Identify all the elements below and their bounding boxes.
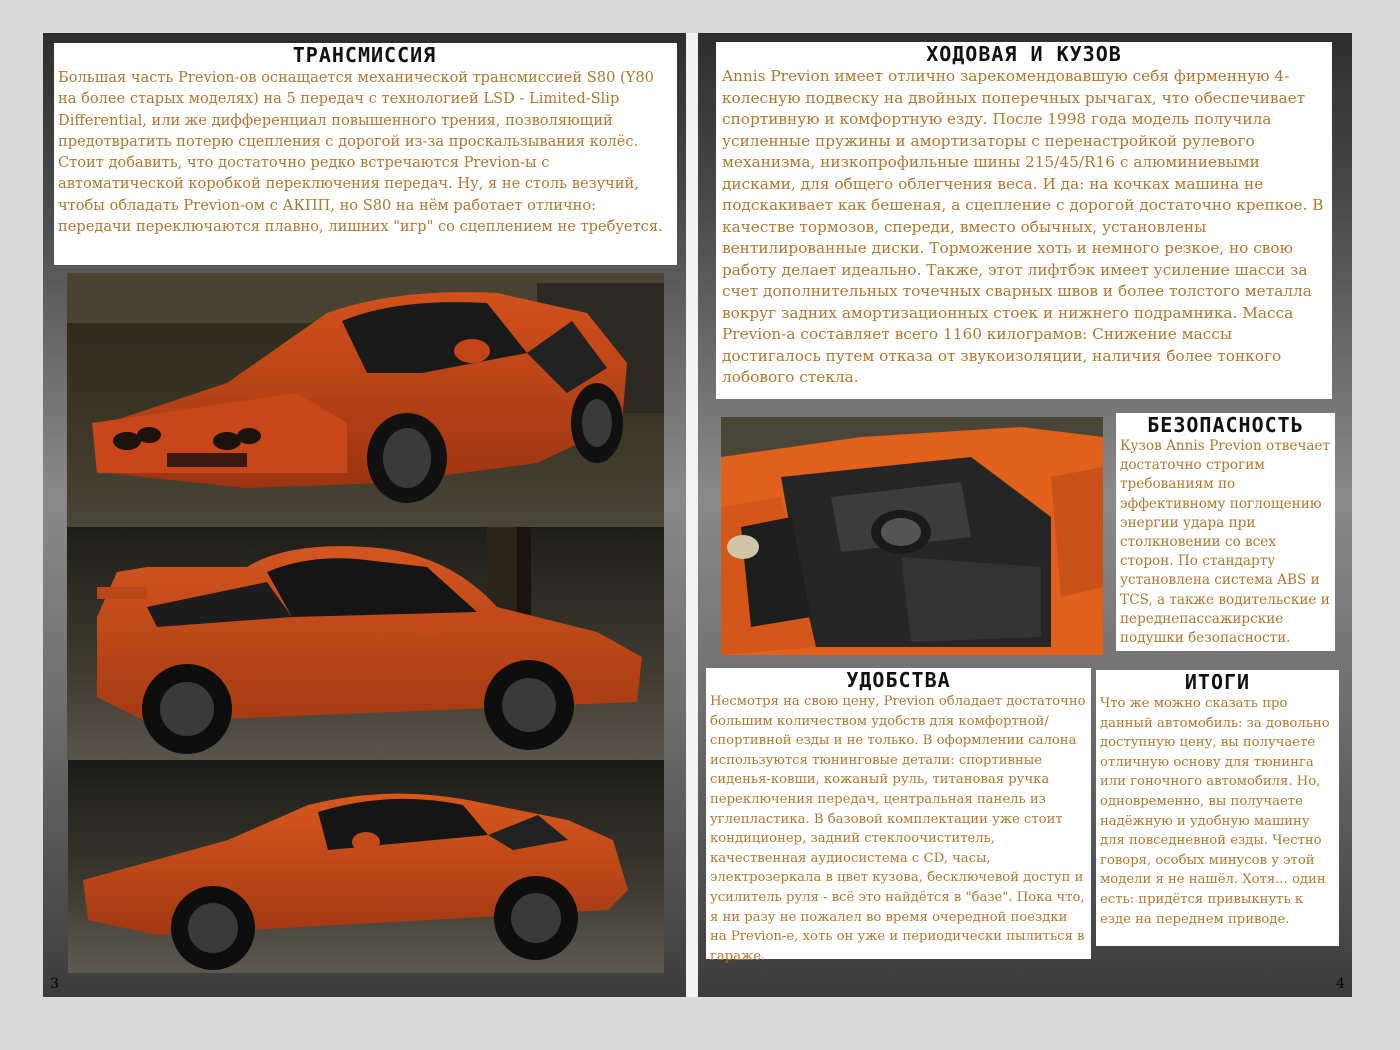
safety-text: Кузов Annis Previon отвечает достаточно строгим требованиям по эффективному поглощению энергии удара при столкновении со всех сторон. По стандарту установлена система ABS и TCS, а также водительские и переднепассажирские подушки безопасности.	[1120, 438, 1331, 647]
car-photo-side	[67, 527, 664, 760]
page-number-left: 3	[50, 976, 59, 992]
summary-section	[1096, 670, 1339, 946]
chassis-title: ХОДОВАЯ И КУЗОВ	[926, 42, 1122, 66]
transmission-title: ТРАНСМИССИЯ	[292, 43, 437, 67]
car-photo-interior	[721, 417, 1103, 655]
chassis-section	[716, 42, 1332, 399]
chassis-text: Annis Previon имеет отлично зарекомендовавшую себя фирменную 4-колесную подвеску на двойных поперечных рычагах, что обеспечивает спортивную и комфортную езду. После 1998 года модель получила усиленные пружины и амортизаторы с перенастройкой рулевого механизма, низкопрофильные шины 215/45/R16 с алюминиевыми дисками, для общего облегчения веса. И да: на кочках машина не подскакивает как бешеная, а сцепление с дорогой достаточно крепкое. В качестве тормозов, спереди, вместо обычных, установлены вентилированные диски. Торможение хоть и немного резкое, но свою работу делает идеально. Также, этот лифтбэк имеет усиление шасси за счет дополнительных точечных сварных швов и более толстого металла вокруг задних амортизационных стоек и нижнего подрамника. Масса Previon-а составляет всего 1160 килограмов: Снижение массы достигалось путем отказа от звукоизоляции, наличия более тонкого лобового стекла.	[722, 67, 1324, 386]
safety-section	[1116, 413, 1335, 651]
summary-text: Что же можно сказать про данный автомобиль: за довольно доступную цену, вы получаете отличную основу для тюнинга или гоночного автомобиля. Но, одновременно, вы получаете надёжную и удобную машину для повседневной езды. Честно говоря, особых минусов у этой модели я не нашёл. Хотя... один есть: придётся привыкнуть к езде на переднем приводе.	[1100, 696, 1330, 927]
page-number-right: 4	[1336, 976, 1345, 992]
summary-title: ИТОГИ	[1184, 670, 1251, 694]
transmission-text: Большая часть Previon-ов оснащается механической трансмиссией S80 (Y80 на более старых моделях) на 5 передач с технологией LSD - Limited-Slip Differential, или же дифференциал повышенного трения, позволяющий предотвратить потерю сцепления с дорогой из-за проскальзывания колёс. Стоит добавить, что достаточно редко встречаются Previon-ы с автоматической коробкой переключения передач. Ну, я не столь везучий, чтобы обладать Previon-ом с АКПП, но S80 на нём работает отлично: передачи переключаются плавно, лишних "игр" со сцеплением не требуется.	[58, 69, 663, 236]
comfort-text: Несмотря на свою цену, Previon обладает достаточно большим количеством удобств для комфортной/спортивной езды и не только. В оформлении салона используются тюнинговые детали: спортивные сиденья-ковши, кожаный руль, титановая ручка переключения передач, центральная панель из углепластика. В базовой комплектации уже стоит кондиционер, задний стеклоочиститель, качественная аудиосистема с CD, часы, электрозеркала в цвет кузова, бесключевой доступ и усилитель руля - всё это найдётся в "базе". Пока что, я ни разу не пожалел во время очередной поездки на Previon-е, хоть он уже и периодически пылиться в гараже.	[710, 694, 1086, 964]
page-spine	[686, 33, 698, 997]
car-photo-front	[67, 273, 664, 527]
transmission-section	[54, 43, 677, 265]
comfort-title: УДОБСТВА	[846, 668, 951, 692]
car-photo-rear	[68, 760, 664, 973]
safety-title: БЕЗОПАСНОСТЬ	[1147, 413, 1304, 437]
comfort-section	[706, 668, 1091, 964]
